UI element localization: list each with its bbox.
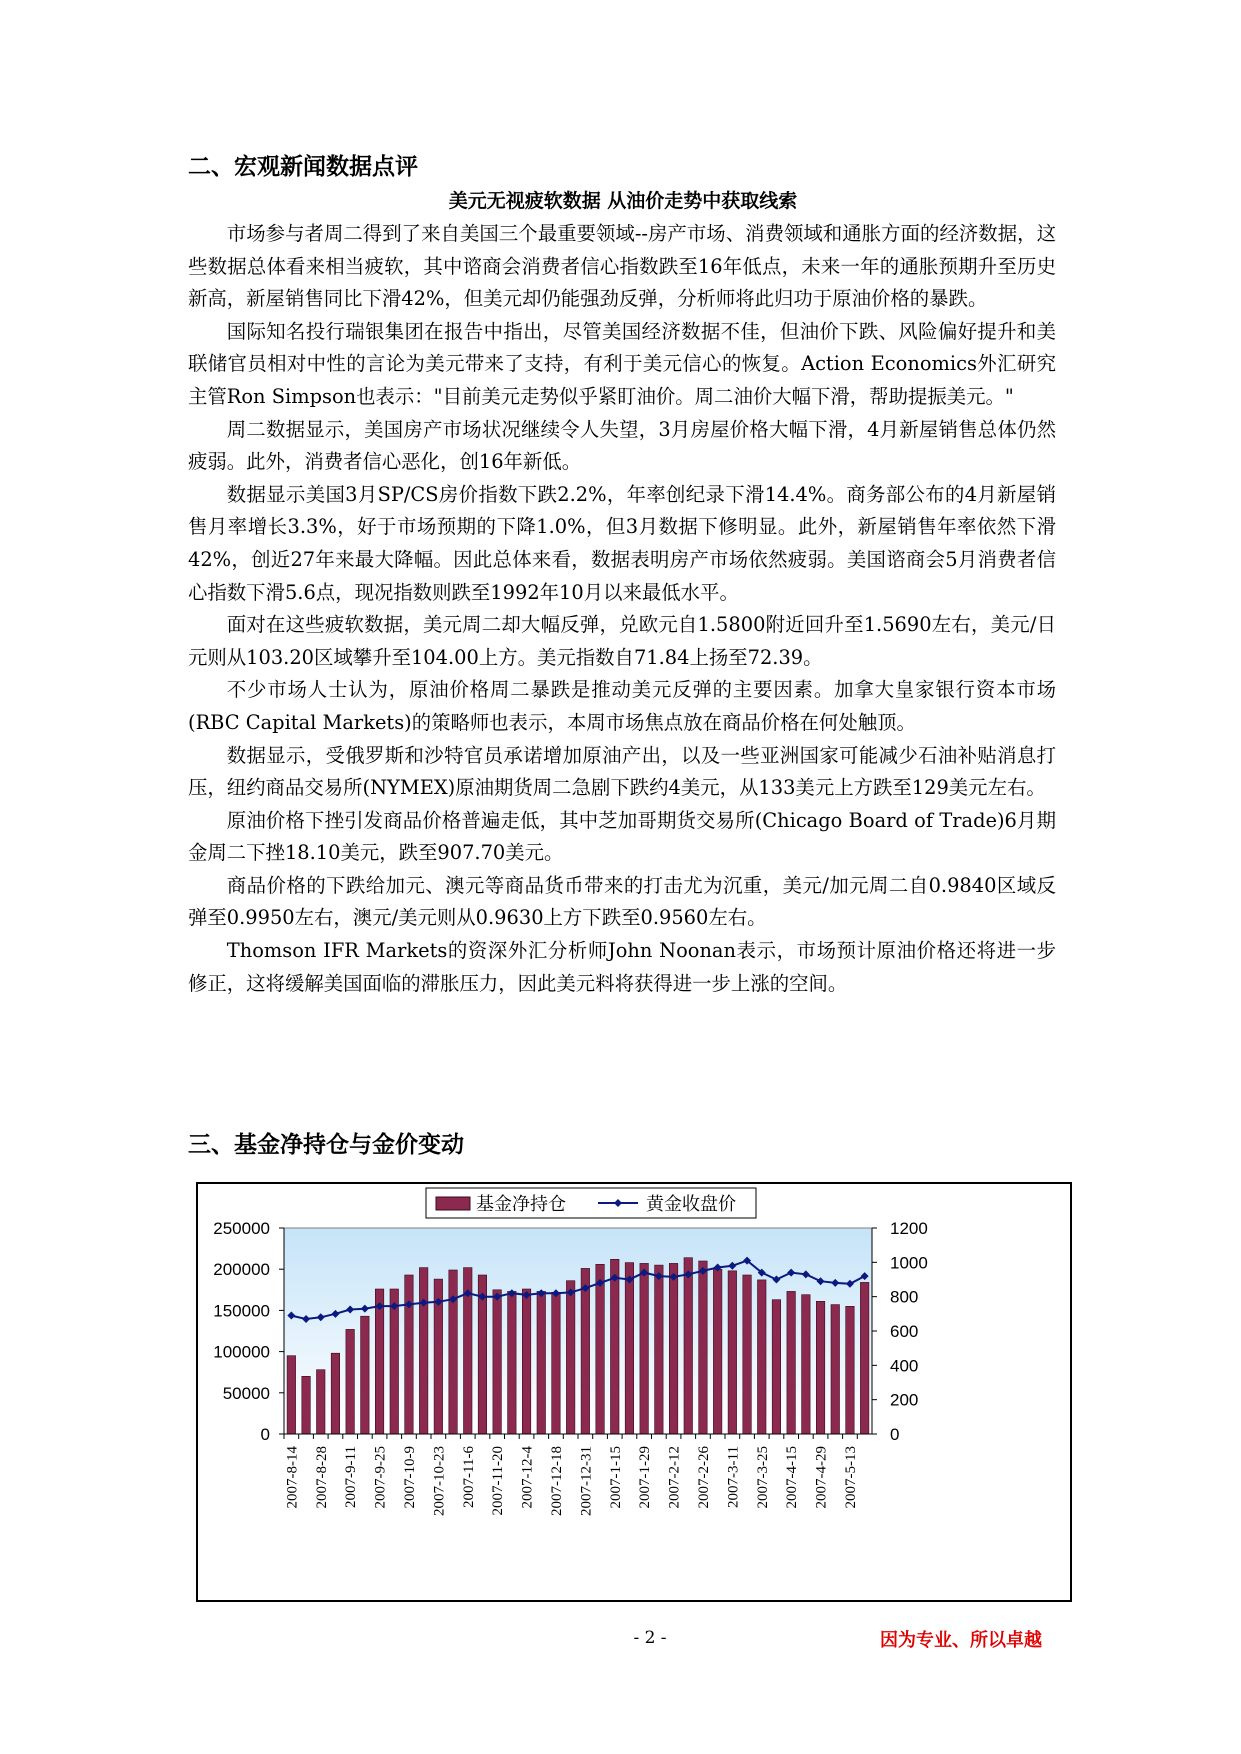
- bar: [743, 1275, 752, 1434]
- paragraph: Thomson IFR Markets的资深外汇分析师John Noonan表示，市场预计原油价格还将进一步修正，这将缓解美国面临的滞胀压力，因此美元料将获得进一步上涨的空间。: [188, 939, 1056, 995]
- bar: [537, 1291, 546, 1434]
- paragraph: 不少市场人士认为，原油价格周二暴跌是推动美元反弹的主要因素。加拿大皇家银行资本市场(RBC Capital Markets)的策略师也表示，本周市场焦点放在商品价格在何处触顶。: [188, 678, 1056, 734]
- bar: [846, 1306, 855, 1434]
- bar: [581, 1268, 590, 1434]
- bar: [493, 1290, 502, 1434]
- paragraph: 数据显示，受俄罗斯和沙特官员承诺增加原油产出，以及一些亚洲国家可能减少石油补贴消息打压，纽约商品交易所(NYMEX)原油期货周二急剧下跌约4美元，从133美元上方跌至129美元左右。: [188, 743, 1056, 800]
- bar: [317, 1370, 326, 1434]
- bar: [611, 1259, 620, 1434]
- bar: [802, 1295, 811, 1434]
- bar: [596, 1264, 605, 1434]
- bar: [684, 1258, 693, 1434]
- bar: [772, 1300, 781, 1434]
- y-tick-label-left: 150000: [213, 1301, 270, 1321]
- bar: [669, 1263, 678, 1434]
- x-tick-label: 2007-4-29: [813, 1446, 830, 1509]
- bar: [640, 1263, 649, 1434]
- paragraph: 原油价格下挫引发商品价格普遍走低，其中芝加哥期货交易所(Chicago Board of Trade)6月期金周二下挫18.10美元，跌至907.70美元。: [188, 808, 1056, 865]
- x-tick-label: 2007-8-28: [313, 1446, 330, 1509]
- paragraph: 国际知名投行瑞银集团在报告中指出，尽管美国经济数据不佳，但油价下跌、风险偏好提升和美联储官员相对中性的言论为美元带来了支持，有利于美元信心的恢复。Action Economics外汇研究主管Ron Simpson也表示："目前美元走势似乎紧盯油价。周二油价大幅下滑，帮助提振美元。": [188, 319, 1056, 408]
- x-tick-label: 2007-3-25: [754, 1446, 771, 1509]
- bar: [552, 1292, 561, 1434]
- y-tick-label-left: 200000: [213, 1260, 270, 1280]
- bar: [713, 1269, 722, 1434]
- bar: [831, 1305, 840, 1434]
- bar: [302, 1376, 311, 1434]
- legend-label-fund: 基金净持仓: [476, 1194, 566, 1215]
- section-heading-macro-news: 二、宏观新闻数据点评: [188, 154, 418, 180]
- x-tick-label: 2007-2-26: [695, 1446, 712, 1509]
- bar: [346, 1329, 355, 1434]
- bar: [655, 1265, 664, 1434]
- y-tick-label-right: 800: [890, 1287, 919, 1307]
- bar: [522, 1289, 531, 1434]
- y-tick-label-right: 200: [890, 1390, 919, 1410]
- x-tick-label: 2007-2-12: [666, 1446, 683, 1509]
- chart-svg: [198, 1184, 1070, 1600]
- x-tick-label: 2007-10-9: [401, 1446, 418, 1509]
- article-body: [188, 218, 1056, 1000]
- y-tick-label-left: 100000: [213, 1342, 270, 1362]
- article-title: 美元无视疲软数据 从油价走势中获取线索: [448, 190, 798, 212]
- chart-legend: [426, 1188, 756, 1218]
- footer-slogan: 因为专业、所以卓越: [880, 1630, 1042, 1651]
- bar: [449, 1270, 458, 1434]
- bar: [625, 1263, 634, 1434]
- x-tick-label: 2007-9-25: [372, 1446, 389, 1509]
- y-tick-label-left: 250000: [213, 1219, 270, 1238]
- bar: [361, 1316, 370, 1434]
- bar: [728, 1271, 737, 1434]
- x-tick-label: 2007-11-6: [460, 1446, 477, 1508]
- y-tick-label-left: 0: [260, 1425, 270, 1444]
- paragraph: 周二数据显示，美国房产市场状况继续令人失望，3月房屋价格大幅下滑，4月新屋销售总体仍然疲弱。此外，消费者信心恶化，创16年新低。: [188, 417, 1056, 474]
- bar: [566, 1281, 575, 1434]
- x-tick-label: 2007-4-15: [784, 1446, 801, 1509]
- x-tick-label: 2007-9-11: [343, 1446, 360, 1508]
- x-tick-label: 2007-1-29: [637, 1446, 654, 1509]
- y-tick-label-left: 50000: [222, 1383, 270, 1403]
- bar: [758, 1280, 767, 1434]
- paragraph: 市场参与者周二得到了来自美国三个最重要领域--房产市场、消费领域和通胀方面的经济数据，这些数据总体看来相当疲软，其中谘商会消费者信心指数跌至16年低点，未来一年的通胀预期升至历史新高，新屋销售同比下滑42%，但美元却仍能强劲反弹，分析师将此归功于原油价格的暴跌。: [188, 222, 1056, 311]
- bar: [375, 1289, 384, 1434]
- page-number: - 2 -: [633, 1628, 667, 1648]
- bar: [699, 1261, 708, 1434]
- x-tick-label: 2007-11-20: [490, 1446, 507, 1516]
- x-tick-label: 2007-5-13: [842, 1446, 859, 1509]
- bar: [287, 1356, 296, 1434]
- y-tick-label-right: 1000: [890, 1253, 928, 1273]
- bar: [390, 1289, 399, 1434]
- x-tick-label: 2007-10-23: [431, 1446, 448, 1516]
- x-tick-label: 2007-3-11: [725, 1446, 742, 1508]
- bar: [860, 1282, 869, 1434]
- bar: [816, 1301, 825, 1434]
- paragraph: 数据显示美国3月SP/CS房价指数下跌2.2%，年率创纪录下滑14.4%。商务部公布的4月新屋销售月率增长3.3%，好于市场预期的下降1.0%，但3月数据下修明显。此外，新屋销售年率依然下滑42%，创近27年来最大降幅。因此总体来看，数据表明房产市场依然疲弱。美国谘商会5月消费者信心指数下滑5.6点，现况指数则跌至1992年10月以来最低水平。: [188, 482, 1056, 604]
- plot-area: [284, 1228, 872, 1434]
- bar: [508, 1291, 516, 1434]
- x-tick-label: 2007-1-15: [607, 1446, 624, 1509]
- x-tick-label: 2007-12-18: [548, 1446, 565, 1516]
- y-tick-label-right: 1200: [890, 1219, 928, 1238]
- legend-label-gold: 黄金收盘价: [646, 1194, 736, 1215]
- section-heading-fund-positions: 三、基金净持仓与金价变动: [188, 1132, 464, 1158]
- x-tick-label: 2007-12-4: [519, 1446, 536, 1509]
- y-tick-label-right: 400: [890, 1356, 919, 1376]
- bar: [405, 1275, 414, 1434]
- bar: [331, 1353, 340, 1434]
- bar: [419, 1268, 428, 1434]
- x-tick-label: 2007-12-31: [578, 1446, 595, 1516]
- y-tick-label-right: 600: [890, 1322, 919, 1341]
- y-tick-label-right: 0: [890, 1425, 900, 1444]
- paragraph: 商品价格的下跌给加元、澳元等商品货币带来的打击尤为沉重，美元/加元周二自0.9840区域反弹至0.9950左右，澳元/美元则从0.9630上方下跌至0.9560左右。: [188, 873, 1056, 930]
- bar: [787, 1291, 796, 1434]
- legend-bar-swatch: [436, 1197, 470, 1210]
- x-tick-label: 2007-8-14: [284, 1446, 301, 1509]
- paragraph: 面对在这些疲软数据，美元周二却大幅反弹，兑欧元自1.5800附近回升至1.5690左右，美元/日元则从103.20区域攀升至104.00上方。美元指数自71.84上扬至72.39。: [188, 613, 1056, 669]
- fund-gold-chart: [196, 1182, 1072, 1602]
